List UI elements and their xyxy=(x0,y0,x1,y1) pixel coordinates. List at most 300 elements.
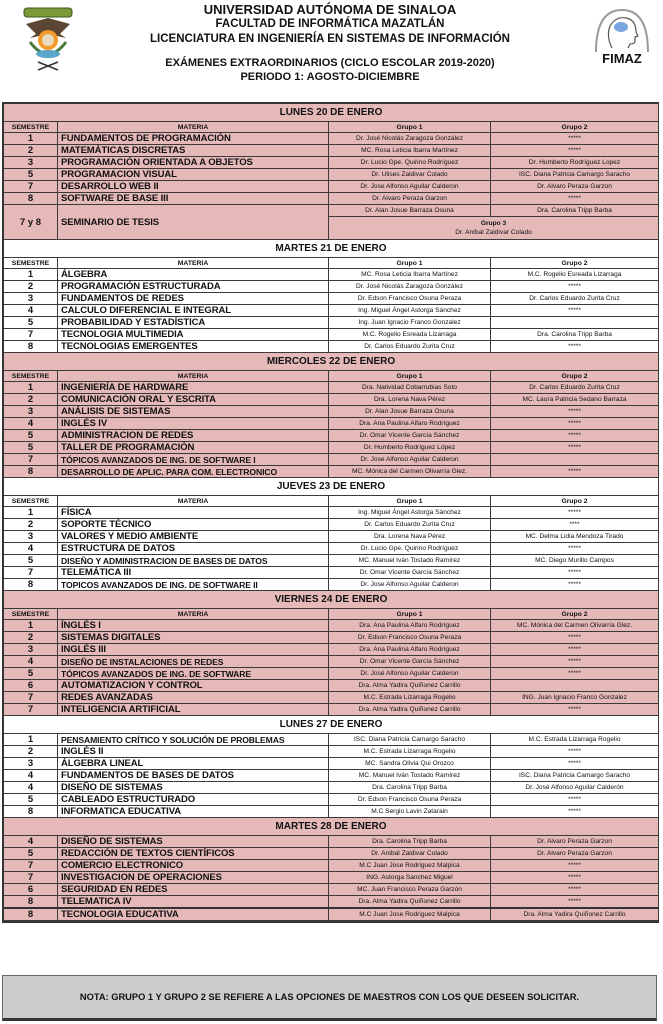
grupo1-cell: Dr. Ulises Zaldivar Colado xyxy=(329,169,491,181)
column-header-grupo1: Grupo 1 xyxy=(329,609,491,620)
semestre-cell: 8 xyxy=(4,193,58,205)
table-row xyxy=(4,269,659,281)
materia-cell: SISTEMAS DIGITALES xyxy=(58,632,329,644)
grupo2-cell: ***** xyxy=(491,806,659,818)
materia-cell: TELEMÁTICA III xyxy=(58,567,329,579)
column-header-grupo1: Grupo 1 xyxy=(329,496,491,507)
grupo1-cell: M.C. Rogelio Esreada Lizarraga xyxy=(329,329,491,341)
materia-cell: DISEÑO DE INSTALACIONES DE REDES xyxy=(58,656,329,668)
grupo1-cell: Dr. Omar Vicente García Sánchez xyxy=(329,430,491,442)
grupo1-cell: Dra. Alma Yadira Quiñonez Carrillo xyxy=(329,704,491,716)
grupo2-cell: M.C. Estrada Lizarraga Rogelio xyxy=(491,734,659,746)
grupo2-cell: Dr. Alvaro Peraza Garzon xyxy=(491,836,659,848)
semestre-cell: 4 xyxy=(4,656,58,668)
grupo1-cell: Dra. Alma Yadira Quiñonez Carrillo xyxy=(329,680,491,692)
day-header-row xyxy=(4,591,659,609)
column-header-materia: MATERIA xyxy=(58,496,329,507)
semestre-cell: 8 xyxy=(4,806,58,818)
grupo2-cell: MC. Diego Murillo Campos xyxy=(491,555,659,567)
grupo1-cell: Dra. Alma Yadira Quiñonez Carrillo xyxy=(329,896,491,909)
table-row xyxy=(4,133,659,145)
semestre-cell: 2 xyxy=(4,145,58,157)
grupo1-cell: M.C Juan Jose Rodriguez Malpica xyxy=(329,860,491,872)
grupo2-cell: ***** xyxy=(491,758,659,770)
grupo1-cell: Dr. Carlos Eduardo Zurita Cruz xyxy=(329,519,491,531)
table-row xyxy=(4,305,659,317)
semestre-cell: 3 xyxy=(4,531,58,543)
table-row xyxy=(4,406,659,418)
grupo2-cell: ***** xyxy=(491,656,659,668)
grupo2-cell: ***** xyxy=(491,281,659,293)
materia-cell: ADMINISTRACION DE REDES xyxy=(58,430,329,442)
materia-cell: INGLÉS II xyxy=(58,746,329,758)
grupo1-cell: ISC. Diana Patricia Camargo Saracho xyxy=(329,734,491,746)
column-header-row xyxy=(4,122,659,133)
materia-cell: SEMINARIO DE TESIS xyxy=(58,205,329,240)
grupo1-cell: M.C Sergio Lavin Zatarain xyxy=(329,806,491,818)
materia-cell: SEGURIDAD EN REDES xyxy=(58,884,329,896)
materia-cell: VALORES Y MEDIO AMBIENTE xyxy=(58,531,329,543)
materia-cell: FÍSICA xyxy=(58,507,329,519)
grupo1-cell: Dr. Jose Alfonso Aguilar Calderon xyxy=(329,454,491,466)
materia-cell: TELEMATICA IV xyxy=(58,896,329,909)
grupo2-cell: ***** xyxy=(491,442,659,454)
grupo2-cell: Dra. Carolina Tripp Barba xyxy=(491,329,659,341)
materia-cell: INFORMATICA EDUCATIVA xyxy=(58,806,329,818)
grupo2-cell: ***** xyxy=(491,794,659,806)
materia-cell: REDES AVANZADAS xyxy=(58,692,329,704)
day-title: LUNES 20 DE ENERO xyxy=(4,104,659,122)
column-header-grupo2: Grupo 2 xyxy=(491,258,659,269)
grupo2-cell: ***** xyxy=(491,644,659,656)
grupo1-cell: M.C Juan Jose Rodriguez Malpica xyxy=(329,908,491,921)
semestre-cell: 4 xyxy=(4,782,58,794)
semestre-cell: 4 xyxy=(4,305,58,317)
table-row xyxy=(4,704,659,716)
grupo1-cell: Dr. Jose Alfonso Aguilar Calderon xyxy=(329,579,491,591)
period-label: PERIODO 1: AGOSTO-DICIEMBRE xyxy=(240,71,420,83)
grupo2-cell: ***** xyxy=(491,466,659,478)
table-row xyxy=(4,860,659,872)
grupo1-cell: Dra. Carolina Tripp Barba xyxy=(329,836,491,848)
grupo2-cell: ***** xyxy=(491,746,659,758)
table-row xyxy=(4,293,659,305)
materia-cell: TECNOLOGIA EDUCATIVA xyxy=(58,908,329,921)
grupo2-cell: ***** xyxy=(491,341,659,353)
materia-cell: TECNOLOGIAS EMERGENTES xyxy=(58,341,329,353)
grupo1-cell: Dr. Carlos Eduardo Zurita Cruz xyxy=(329,341,491,353)
grupo2-cell: ***** xyxy=(491,418,659,430)
table-row xyxy=(4,317,659,329)
grupo2-cell: ***** xyxy=(491,567,659,579)
grupo1-cell: Ing. Juan Ignacio Franco Gonzalez xyxy=(329,317,491,329)
grupo2-cell: ISC. Diana Patricia Camargo Saracho xyxy=(491,169,659,181)
semestre-cell: 2 xyxy=(4,519,58,531)
grupo2-cell: M.C. Rogelio Esreada Lizarraga xyxy=(491,269,659,281)
column-header-grupo2: Grupo 2 xyxy=(491,371,659,382)
table-row xyxy=(4,632,659,644)
table-row xyxy=(4,680,659,692)
semestre-cell: 1 xyxy=(4,382,58,394)
table-row xyxy=(4,341,659,353)
table-row xyxy=(4,848,659,860)
semestre-cell: 3 xyxy=(4,406,58,418)
materia-cell: PENSAMIENTO CRÍTICO Y SOLUCIÓN DE PROBLEMAS xyxy=(58,734,329,746)
semestre-cell: 6 xyxy=(4,884,58,896)
materia-cell: AUTOMATIZACION Y CONTROL xyxy=(58,680,329,692)
grupo1-cell: MC. Rosa Leticia Ibarra Martínez xyxy=(329,269,491,281)
column-header-semestre: SEMESTRE xyxy=(4,496,58,507)
semestre-cell: 6 xyxy=(4,680,58,692)
grupo2-cell: ING. Juan Ignacio Franco Gonzalez xyxy=(491,692,659,704)
grupo2-cell: ***** xyxy=(491,896,659,909)
grupo1-cell: Dra. Ana Paulina Alfaro Rodríguez xyxy=(329,644,491,656)
semestre-cell: 2 xyxy=(4,632,58,644)
materia-cell: DESARROLLO DE APLIC. PARA COM. ELECTRONICO xyxy=(58,466,329,478)
materia-cell: FUNDAMENTOS DE PROGRAMACIÓN xyxy=(58,133,329,145)
grupo1-cell: Ing. Miguel Ángel Astorga Sánchez xyxy=(329,507,491,519)
semestre-cell: 7 xyxy=(4,860,58,872)
grupo3-label: Grupo 3 xyxy=(480,220,507,227)
grupo1-cell: Dr. Lucio Gpe. Quirino Rodríguez xyxy=(329,543,491,555)
materia-cell: DISEÑO DE SISTEMAS xyxy=(58,782,329,794)
column-header-row xyxy=(4,609,659,620)
semestre-cell: 7 xyxy=(4,454,58,466)
semestre-cell: 5 xyxy=(4,442,58,454)
semestre-cell: 1 xyxy=(4,133,58,145)
grupo2-cell: ***** xyxy=(491,133,659,145)
grupo2-cell: Dr. Alvaro Peraza Garzon xyxy=(491,848,659,860)
materia-cell: CABLEADO ESTRUCTURADO xyxy=(58,794,329,806)
table-row xyxy=(4,281,659,293)
grupo2-cell: ***** xyxy=(491,145,659,157)
table-row xyxy=(4,145,659,157)
column-header-materia: MATERIA xyxy=(58,258,329,269)
semestre-cell: 5 xyxy=(4,668,58,680)
grupo1-cell: Dr. Alan Josue Barraza Osuna xyxy=(329,406,491,418)
table-row xyxy=(4,394,659,406)
semestre-cell: 7 xyxy=(4,567,58,579)
materia-cell: INGLÉS IV xyxy=(58,418,329,430)
materia-cell: TECNOLOGIA MULTIMEDIA xyxy=(58,329,329,341)
materia-cell: INTELIGENCIA ARTIFICIAL xyxy=(58,704,329,716)
semestre-cell: 8 xyxy=(4,908,58,921)
materia-cell: PROGRAMACIÓN ORIENTADA A OBJETOS xyxy=(58,157,329,169)
grupo2-cell: ISC. Diana Patricia Camargo Saracho xyxy=(491,770,659,782)
semestre-cell: 5 xyxy=(4,169,58,181)
grupo2-cell: ***** xyxy=(491,406,659,418)
materia-cell: COMUNICACIÓN ORAL Y ESCRITA xyxy=(58,394,329,406)
semestre-cell: 5 xyxy=(4,848,58,860)
materia-cell: CALCULO DIFERENCIAL E INTEGRAL xyxy=(58,305,329,317)
column-header-row xyxy=(4,496,659,507)
table-row xyxy=(4,656,659,668)
semestre-cell: 3 xyxy=(4,758,58,770)
faculty-name: FACULTAD DE INFORMÁTICA MAZATLÁN xyxy=(215,18,445,30)
grupo1-cell: Dr. Omar Vicente García Sánchez xyxy=(329,567,491,579)
grupo2-cell: ***** xyxy=(491,632,659,644)
materia-cell: INVESTIGACION DE OPERACIONES xyxy=(58,872,329,884)
column-header-row xyxy=(4,258,659,269)
table-row xyxy=(4,507,659,519)
table-row-seminario xyxy=(4,205,659,217)
grupo1-cell: Dra. Carolina Tripp Barba xyxy=(329,782,491,794)
table-row xyxy=(4,329,659,341)
grupo3-teacher: Dr. Aníbal Zaldivar Colado xyxy=(455,229,532,236)
semestre-cell: 7 xyxy=(4,692,58,704)
grupo3-cell xyxy=(329,217,659,240)
grupo1-cell: Dr. Edson Francisco Osuna Peraza xyxy=(329,293,491,305)
column-header-materia: MATERIA xyxy=(58,122,329,133)
materia-cell: ÍNGLÉS I xyxy=(58,620,329,632)
grupo2-cell: ***** xyxy=(491,860,659,872)
document-header xyxy=(0,0,663,100)
grupo1-cell: Dra. Lorena Nava Pérez xyxy=(329,531,491,543)
column-header-grupo2: Grupo 2 xyxy=(491,122,659,133)
day-header-row xyxy=(4,104,659,122)
grupo2-cell: Dra. Alma Yadira Quiñonez Carrillo xyxy=(491,908,659,921)
materia-cell: ESTRUCTURA DE DATOS xyxy=(58,543,329,555)
table-row xyxy=(4,770,659,782)
column-header-grupo2: Grupo 2 xyxy=(491,496,659,507)
column-header-semestre: SEMESTRE xyxy=(4,609,58,620)
column-header-materia: MATERIA xyxy=(58,609,329,620)
materia-cell: MATEMÁTICAS DISCRETAS xyxy=(58,145,329,157)
grupo1-cell: MC. Sandra Olivia Qui Orozco xyxy=(329,758,491,770)
materia-cell: DISEÑO Y ADMINISTRACION DE BASES DE DATOS xyxy=(58,555,329,567)
grupo2-cell xyxy=(491,454,659,466)
column-header-materia: MATERIA xyxy=(58,371,329,382)
table-row xyxy=(4,794,659,806)
day-header-row xyxy=(4,478,659,496)
grupo2-cell: ***** xyxy=(491,884,659,896)
semestre-cell: 4 xyxy=(4,770,58,782)
grupo2-cell: ***** xyxy=(491,668,659,680)
grupo1-cell: MC. Rosa Leticia Ibarra Martínez xyxy=(329,145,491,157)
semestre-cell: 3 xyxy=(4,157,58,169)
table-row xyxy=(4,692,659,704)
semestre-cell: 2 xyxy=(4,281,58,293)
day-title: JUEVES 23 DE ENERO xyxy=(4,478,659,496)
footnote: NOTA: GRUPO 1 Y GRUPO 2 SE REFIERE A LAS OPCIONES DE MAESTROS CON LOS QUE DESEEN SOLICITAR. xyxy=(2,975,657,1021)
grupo1-cell: MC. Mónica del Carmen Olivarría Glez. xyxy=(329,466,491,478)
materia-cell: TÓPICOS AVANZADOS DE ING. DE SOFTWARE xyxy=(58,668,329,680)
semestre-cell: 7 y 8 xyxy=(4,205,58,240)
table-row xyxy=(4,519,659,531)
grupo1-cell: Dr. Edson Francisco Osuna Peraza xyxy=(329,794,491,806)
grupo2-cell: ***** xyxy=(491,872,659,884)
grupo1-cell: M.C. Estrada Lizarraga Rogelio xyxy=(329,692,491,704)
grupo2-cell: ***** xyxy=(491,430,659,442)
grupo1-cell: Dra. Ana Paulina Alfaro Rodríguez xyxy=(329,620,491,632)
semestre-cell: 8 xyxy=(4,341,58,353)
column-header-grupo1: Grupo 1 xyxy=(329,122,491,133)
table-row xyxy=(4,668,659,680)
grupo1-cell: MC. Manuel Iván Tostado Ramírez xyxy=(329,770,491,782)
materia-cell: ÁLGEBRA xyxy=(58,269,329,281)
materia-cell: TALLER DE PROGRAMACIÓN xyxy=(58,442,329,454)
grupo1-cell: Dr. Alvaro Peraza Garzon xyxy=(329,193,491,205)
table-row xyxy=(4,758,659,770)
exam-schedule-table xyxy=(2,102,659,923)
table-row xyxy=(4,531,659,543)
semestre-cell: 3 xyxy=(4,293,58,305)
day-header-row xyxy=(4,240,659,258)
semestre-cell: 1 xyxy=(4,507,58,519)
materia-cell: DESARROLLO WEB II xyxy=(58,181,329,193)
grupo1-cell: Dra. Natividad Cobarrubias Soto xyxy=(329,382,491,394)
grupo1-cell: Dr. Aníbal Zaldivar Colado xyxy=(329,848,491,860)
university-name: UNIVERSIDAD AUTÓNOMA DE SINALOA xyxy=(203,2,457,17)
grupo1-cell: Dr. José Nicolás Zaragoza González xyxy=(329,133,491,145)
semestre-cell: 7 xyxy=(4,872,58,884)
grupo2-cell: ***** xyxy=(491,704,659,716)
grupo1-cell: Dr. Alan Josue Barraza Osuna xyxy=(329,205,491,217)
grupo1-cell: MC. Manuel Iván Tostado Ramírez xyxy=(329,555,491,567)
fimaz-logo-text: FIMAZ xyxy=(602,51,642,66)
semestre-cell: 1 xyxy=(4,734,58,746)
fimaz-logo-icon xyxy=(590,6,654,66)
grupo2-cell: Dr. Carlos Eduardo Zurita Cruz xyxy=(491,293,659,305)
grupo2-cell: MC. Delma Lidia Mendoza Tirado xyxy=(491,531,659,543)
table-row xyxy=(4,806,659,818)
header-titles xyxy=(90,2,570,84)
day-title: LUNES 27 DE ENERO xyxy=(4,716,659,734)
materia-cell: COMERCIO ELECTRONICO xyxy=(58,860,329,872)
column-header-semestre: SEMESTRE xyxy=(4,258,58,269)
table-row xyxy=(4,908,659,921)
materia-cell: TÓPICOS AVANZADOS DE ING. DE SOFTWARE I xyxy=(58,454,329,466)
column-header-grupo1: Grupo 1 xyxy=(329,371,491,382)
grupo1-cell: M.C. Estrada Lizarraga Rogelio xyxy=(329,746,491,758)
semestre-cell: 5 xyxy=(4,794,58,806)
grupo1-cell: Dr. Lucio Gpe. Quirino Rodríguez xyxy=(329,157,491,169)
table-row xyxy=(4,442,659,454)
column-header-semestre: SEMESTRE xyxy=(4,122,58,133)
semestre-cell: 7 xyxy=(4,329,58,341)
program-name: LICENCIATURA EN INGENIERÍA EN SISTEMAS DE INFORMACIÓN xyxy=(150,33,510,45)
materia-cell: REDACCIÓN DE TEXTOS CIENTÍFICOS xyxy=(58,848,329,860)
semestre-cell: 8 xyxy=(4,579,58,591)
column-header-grupo1: Grupo 1 xyxy=(329,258,491,269)
column-header-row xyxy=(4,371,659,382)
table-row xyxy=(4,896,659,909)
grupo2-cell: Dra. Carolina Tripp Barba xyxy=(491,205,659,217)
day-title: MARTES 28 DE ENERO xyxy=(4,818,659,836)
day-title: VIERNES 24 DE ENERO xyxy=(4,591,659,609)
table-row xyxy=(4,746,659,758)
materia-cell: TOPICOS AVANZADOS DE ING. DE SOFTWARE II xyxy=(58,579,329,591)
semestre-cell: 8 xyxy=(4,896,58,909)
semestre-cell: 4 xyxy=(4,543,58,555)
materia-cell: ÁLGEBRA LINEAL xyxy=(58,758,329,770)
grupo2-cell: Dr. Carlos Eduardo Zurita Cruz xyxy=(491,382,659,394)
table-row xyxy=(4,567,659,579)
table-row xyxy=(4,543,659,555)
day-header-row xyxy=(4,818,659,836)
semestre-cell: 1 xyxy=(4,269,58,281)
uas-crest-icon xyxy=(18,4,78,72)
grupo2-cell: Dr. Alvaro Peraza Garzon xyxy=(491,181,659,193)
table-row xyxy=(4,884,659,896)
document-title: EXÁMENES EXTRAORDINARIOS (CICLO ESCOLAR 2019-2020) xyxy=(165,57,495,69)
semestre-cell: 7 xyxy=(4,704,58,716)
grupo1-cell: MC. Juan Francisco Peraza Garzón xyxy=(329,884,491,896)
grupo2-cell: Dr. Humberto Rodríguez Lopez xyxy=(491,157,659,169)
materia-cell: FUNDAMENTOS DE REDES xyxy=(58,293,329,305)
materia-cell: SOFTWARE DE BASE III xyxy=(58,193,329,205)
table-row xyxy=(4,193,659,205)
grupo2-cell: ***** xyxy=(491,193,659,205)
semestre-cell: 5 xyxy=(4,430,58,442)
day-title: MARTES 21 DE ENERO xyxy=(4,240,659,258)
grupo1-cell: ING. Astorga Sanchez Miguel xyxy=(329,872,491,884)
grupo2-cell: **** xyxy=(491,519,659,531)
semestre-cell: 5 xyxy=(4,555,58,567)
semestre-cell: 2 xyxy=(4,394,58,406)
grupo1-cell: Dra. Lorena Nava Pérez xyxy=(329,394,491,406)
semestre-cell: 7 xyxy=(4,181,58,193)
grupo2-cell: MC. Laura Patricia Sedano Barraza xyxy=(491,394,659,406)
semestre-cell: 1 xyxy=(4,620,58,632)
table-row xyxy=(4,169,659,181)
grupo1-cell: Dr. Omar Vicente García Sánchez xyxy=(329,656,491,668)
materia-cell: SOPORTE TÉCNICO xyxy=(58,519,329,531)
grupo2-cell: Dr. José Alfonso Aguilar Calderón xyxy=(491,782,659,794)
table-row xyxy=(4,181,659,193)
materia-cell: PROGRAMACIÓN ESTRUCTURADA xyxy=(58,281,329,293)
table-row xyxy=(4,157,659,169)
table-row xyxy=(4,836,659,848)
column-header-semestre: SEMESTRE xyxy=(4,371,58,382)
column-header-grupo2: Grupo 2 xyxy=(491,609,659,620)
table-row xyxy=(4,430,659,442)
day-header-row xyxy=(4,353,659,371)
grupo2-cell: MC. Mónica del Carmen Olivarría Glez. xyxy=(491,620,659,632)
table-row xyxy=(4,734,659,746)
table-row xyxy=(4,620,659,632)
grupo2-cell: ***** xyxy=(491,507,659,519)
grupo1-cell: Dra. Ana Paulina Alfaro Rodríguez xyxy=(329,418,491,430)
grupo2-cell xyxy=(491,317,659,329)
materia-cell: PROBABILIDAD Y ESTADÍSTICA xyxy=(58,317,329,329)
table-row xyxy=(4,579,659,591)
grupo2-cell: ***** xyxy=(491,305,659,317)
grupo2-cell xyxy=(491,680,659,692)
table-row xyxy=(4,555,659,567)
grupo1-cell: Dr. Humberto Rodríguez López xyxy=(329,442,491,454)
table-row xyxy=(4,382,659,394)
materia-cell: INGLÉS III xyxy=(58,644,329,656)
materia-cell: PROGRAMACION VISUAL xyxy=(58,169,329,181)
materia-cell: ANÁLISIS DE SISTEMAS xyxy=(58,406,329,418)
grupo2-cell: ***** xyxy=(491,579,659,591)
table-row xyxy=(4,418,659,430)
materia-cell: INGENIERÍA DE HARDWARE xyxy=(58,382,329,394)
table-row xyxy=(4,454,659,466)
materia-cell: DISEÑO DE SISTEMAS xyxy=(58,836,329,848)
table-row xyxy=(4,644,659,656)
semestre-cell: 3 xyxy=(4,644,58,656)
grupo1-cell: Ing. Miguel Ángel Astorga Sánchez xyxy=(329,305,491,317)
day-header-row xyxy=(4,716,659,734)
table-row xyxy=(4,872,659,884)
semestre-cell: 4 xyxy=(4,836,58,848)
table-row xyxy=(4,466,659,478)
materia-cell: FUNDAMENTOS DE BASES DE DATOS xyxy=(58,770,329,782)
semestre-cell: 2 xyxy=(4,746,58,758)
semestre-cell: 5 xyxy=(4,317,58,329)
